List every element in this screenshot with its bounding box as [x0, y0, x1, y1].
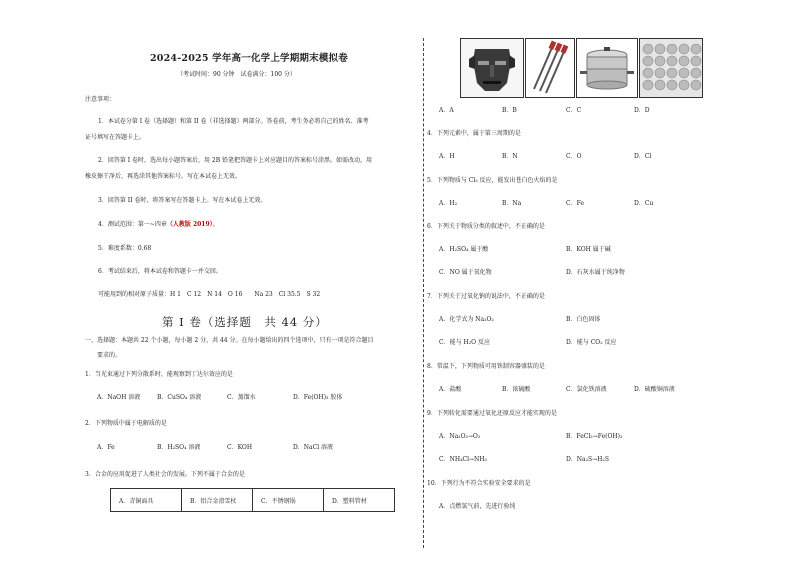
q2-option-d: D．NaCl 溶液 [293, 444, 334, 451]
note-4-textbook: （人教版 2019） [166, 221, 213, 228]
exam-title: 2024-2025 学年高一化学上学期期末模拟卷 [150, 53, 348, 64]
q2-option-a: A．Fe [97, 444, 115, 451]
note-1-line-2: 证号填写在答题卡上。 [85, 134, 146, 141]
exam-subtitle: （考试时间：90 分钟 试卷满分：100 分） [177, 71, 296, 78]
q4-option-b: B．N [502, 153, 518, 160]
note-6: 6．考试结束后，将本试卷和答题卡一并交回。 [98, 268, 222, 275]
note-5: 5．难度系数：0.68 [98, 245, 152, 252]
q1-option-c: C．蒸馏水 [227, 394, 256, 401]
q6-option-c: C．NO 属于氧化物 [439, 269, 492, 276]
column-divider [423, 38, 424, 548]
note-4 [98, 221, 219, 229]
note-1-line-1: 1．本试卷分第 I 卷（选择题）和第 II 卷（非选择题）两部分。答卷前，考生务必将自己的姓名、准考 [98, 118, 369, 125]
plastic-pipes-image [639, 38, 703, 98]
q7-option-d: D．能与 CO₂ 反应 [566, 339, 617, 346]
q6-option-a: A．H₂SO₄ 属于酸 [439, 246, 489, 253]
section-instruction-line-1: 一、选择题：本题共 22 个小题，每小题 2 分，共 44 分。在每小题给出的四个选项中，只有一项是符合题目 [85, 337, 374, 344]
section-title: 第 I 卷（选择题 共 44 分） [162, 315, 328, 329]
q7-stem: 7．下列关于过氧化钠的说法中，不正确的是 [427, 293, 545, 300]
q2-stem: 2．下列物质中属于电解质的是 [85, 420, 167, 427]
note-4-prefix: 4．测试范围：第一~四章 [98, 221, 167, 228]
q2-option-b: B．H₂SO₄ 溶液 [157, 444, 201, 451]
q5-option-c: C．Fe [566, 200, 584, 207]
q4-option-a: A．H [439, 153, 455, 160]
q7-option-c: C．能与 H₂O 反应 [439, 339, 490, 346]
steel-pot-icon [577, 39, 637, 97]
q8-stem: 8．常温下，下列物质可用铁制容器盛装的是 [427, 363, 545, 370]
q10-option-a: A．点燃氢气前，先进行验纯 [439, 503, 516, 510]
ski-poles-image [525, 38, 575, 98]
q10-stem: 10．下列行为不符合实验安全要求的是 [427, 480, 531, 487]
q1-stem: 1．当光束通过下列分散系时，能观察到丁达尔效应的是 [85, 371, 233, 378]
q5-option-b: B．Na [502, 200, 522, 207]
q4-option-d: D．Cl [634, 153, 652, 160]
q9-option-a: A．Na₂O₂→O₂ [439, 433, 481, 440]
q9-option-b: B．FeCl₂→Fe(OH)₂ [566, 433, 623, 440]
q1-option-a: A．NaOH 溶液 [97, 394, 141, 401]
q7-option-b: B．白色固体 [566, 316, 601, 323]
q4-option-c: C．O [566, 153, 582, 160]
notes-heading: 注意事项： [85, 96, 116, 103]
q3-image-label-c: C．C [566, 107, 582, 114]
q7-option-a: A．化学式为 Na₂O₂ [439, 316, 494, 323]
q5-option-a: A．H₂ [439, 200, 457, 207]
q8-option-a: A．盐酸 [439, 386, 462, 393]
q3-option-c: C．不锈钢锅 [253, 489, 324, 512]
q5-stem: 5．下列物质与 Cl₂ 反应，能发出苍白色火焰的是 [427, 177, 558, 184]
q3-options-table [110, 488, 395, 512]
q8-option-d: D．硫酸铜溶液 [634, 386, 675, 393]
q3-stem: 3．合金的应用促进了人类社会的发展。下列不属于合金的是 [85, 471, 245, 478]
q6-stem: 6．下列关于物质分类的叙述中，不正确的是 [427, 223, 545, 230]
q3-option-d: D．塑料管材 [324, 489, 395, 512]
q5-option-d: D．Cu [634, 200, 654, 207]
note-4-suffix: 。 [212, 221, 219, 228]
plastic-pipes-icon [640, 39, 702, 97]
q3-option-b: B．铝合金滑雪杖 [182, 489, 253, 512]
q6-option-d: D．石灰水属于纯净物 [566, 269, 625, 276]
q6-option-b: B．KOH 属于碱 [566, 246, 611, 253]
q8-option-b: B．浓硫酸 [502, 386, 531, 393]
section-instruction-line-2: 要求的。 [97, 352, 122, 359]
bronze-mask-icon [461, 39, 523, 97]
steel-pot-image [576, 38, 638, 98]
q2-option-c: C．KOH [227, 444, 253, 451]
q3-option-a: A．青铜面具 [111, 489, 182, 512]
ski-poles-icon [526, 39, 574, 97]
q9-option-d: D．Na₂S→H₂S [566, 456, 609, 463]
q1-option-d: D．Fe(OH)₃ 胶体 [293, 394, 343, 401]
atomic-masses: 可能用到的相对原子质量：H 1 C 12 N 14 O 16 Na 23 Cl 35.5 S 32 [98, 291, 321, 298]
q3-image-label-d: D．D [634, 107, 650, 114]
note-2-line-1: 2．回答第 I 卷时，选出每小题答案后，用 2B 铅笔把答题卡上对应题目的答案标号涂黑。如需改动，用 [98, 157, 373, 164]
bronze-mask-image [460, 38, 524, 98]
note-2-line-2: 橡皮擦干净后，再选涂其他答案标号。写在本试卷上无效。 [85, 173, 242, 180]
note-3: 3．回答第 II 卷时，将答案写在答题卡上。写在本试卷上无效。 [98, 197, 267, 204]
q1-option-b: B．CuSO₄ 溶液 [157, 394, 202, 401]
q9-stem: 9．下列转化需要通过氧化还原反应才能实现的是 [427, 410, 557, 417]
q9-option-c: C．NH₄Cl→NH₃ [439, 456, 487, 463]
q3-image-label-a: A．A [439, 107, 454, 114]
q4-stem: 4．下列元素中，属于第三周期的是 [427, 130, 521, 137]
q8-option-c: C．氯化铁溶液 [566, 386, 607, 393]
q3-image-label-b: B．B [502, 107, 517, 114]
